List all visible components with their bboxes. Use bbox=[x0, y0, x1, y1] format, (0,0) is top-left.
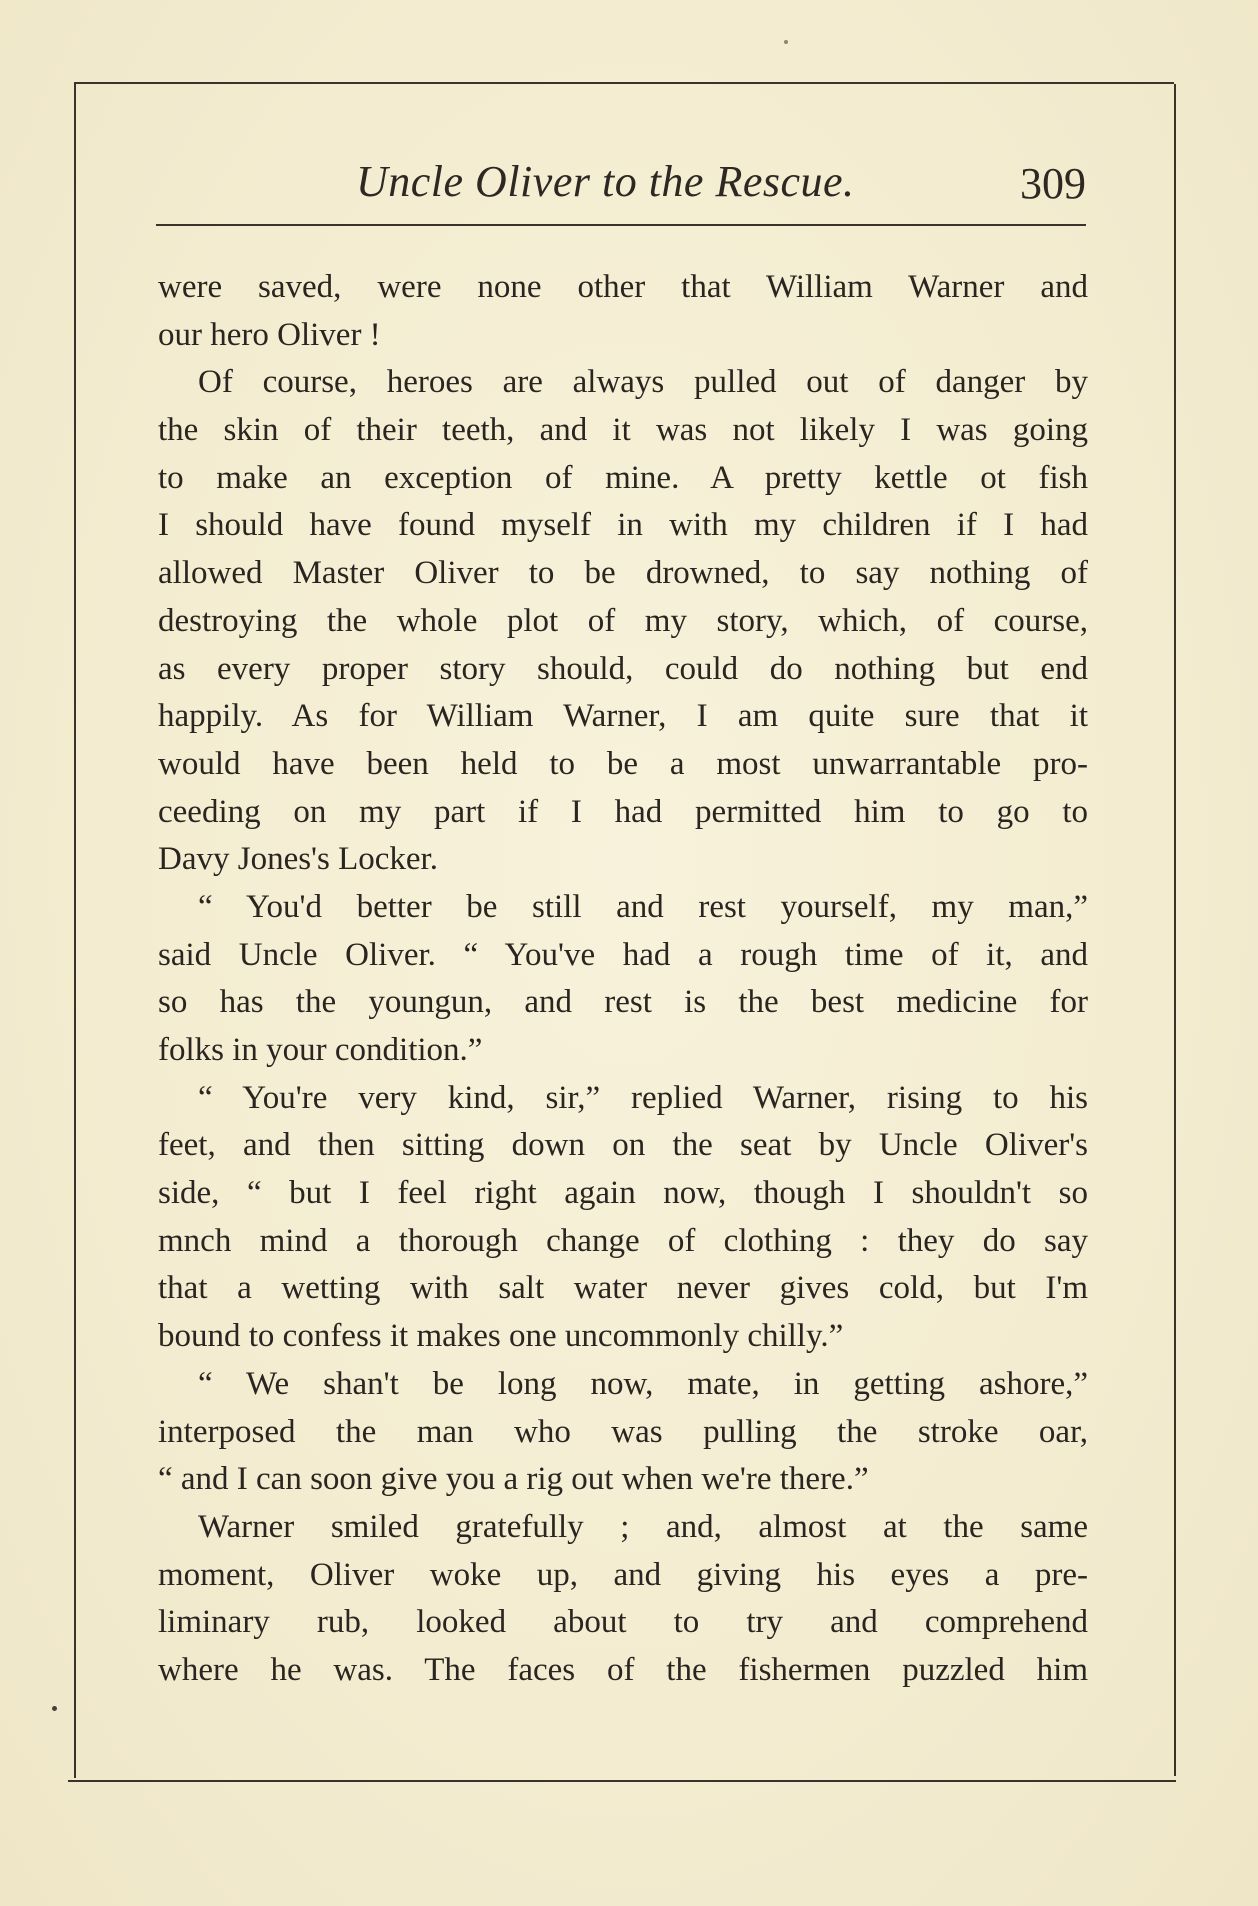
body-text bbox=[158, 264, 1088, 1695]
text-line: Davy Jones's Locker. bbox=[158, 841, 438, 878]
text-line: “ and I can soon give you a rig out when we're there.” bbox=[158, 1461, 869, 1498]
text-line: interposed the man who was pulling the stroke oar, bbox=[158, 1413, 1088, 1450]
text-line: “ You're very kind, sir,” replied Warner, rising to his bbox=[198, 1079, 1088, 1116]
text-line: folks in your condition.” bbox=[158, 1032, 483, 1068]
frame-left-rule bbox=[74, 82, 76, 1778]
text-line: feet, and then sitting down on the seat by Uncle Oliver's bbox=[158, 1127, 1088, 1164]
text-line: happily. As for William Warner, I am quite sure that it bbox=[158, 698, 1088, 735]
frame-top-rule bbox=[76, 82, 1174, 84]
running-head-rule bbox=[156, 224, 1086, 226]
text-line: our hero Oliver ! bbox=[158, 316, 381, 353]
running-head bbox=[156, 156, 1086, 226]
text-line: to make an exception of mine. A pretty kettle ot fish bbox=[158, 459, 1088, 496]
frame-right-rule bbox=[1174, 84, 1176, 1776]
text-line: I should have found myself in with my children if I had bbox=[158, 507, 1088, 544]
text-line: ceeding on my part if I had permitted him to go to bbox=[158, 793, 1088, 830]
text-line: that a wetting with salt water never gives cold, but I'm bbox=[158, 1270, 1088, 1307]
text-line: destroying the whole plot of my story, which, of course, bbox=[158, 602, 1088, 639]
text-line: the skin of their teeth, and it was not likely I was going bbox=[158, 412, 1088, 449]
text-line: Of course, heroes are always pulled out of danger by bbox=[198, 364, 1088, 401]
text-line: would have been held to be a most unwarrantable pro- bbox=[158, 745, 1088, 782]
text-line: were saved, were none other that William Warner and bbox=[158, 269, 1088, 305]
frame-bottom-rule bbox=[68, 1780, 1176, 1782]
text-line: Warner smiled gratefully ; and, almost at the same bbox=[198, 1508, 1088, 1545]
text-line: so has the youngun, and rest is the best medicine for bbox=[158, 984, 1088, 1021]
text-line: bound to confess it makes one uncommonly chilly.” bbox=[158, 1318, 844, 1355]
paper-speck bbox=[52, 1706, 57, 1711]
text-line: “ We shan't be long now, mate, in getting ashore,” bbox=[198, 1365, 1088, 1402]
text-line: side, “ but I feel right again now, though I shouldn't so bbox=[158, 1175, 1088, 1212]
running-head-title: Uncle Oliver to the Rescue. bbox=[356, 157, 855, 206]
text-line: mnch mind a thorough change of clothing : they do say bbox=[158, 1222, 1088, 1259]
page-number: 309 bbox=[1020, 159, 1086, 208]
text-line: allowed Master Oliver to be drowned, to say nothing of bbox=[158, 555, 1088, 592]
text-line: where he was. The faces of the fishermen puzzled him bbox=[158, 1651, 1088, 1688]
paper-speck bbox=[784, 40, 788, 44]
text-line: liminary rub, looked about to try and comprehend bbox=[158, 1604, 1088, 1641]
text-line: “ You'd better be still and rest yourself, my man,” bbox=[198, 888, 1088, 925]
text-line: said Uncle Oliver. “ You've had a rough time of it, and bbox=[158, 936, 1088, 973]
text-line: as every proper story should, could do nothing but end bbox=[158, 650, 1088, 687]
text-line: moment, Oliver woke up, and giving his eyes a pre- bbox=[158, 1556, 1088, 1593]
